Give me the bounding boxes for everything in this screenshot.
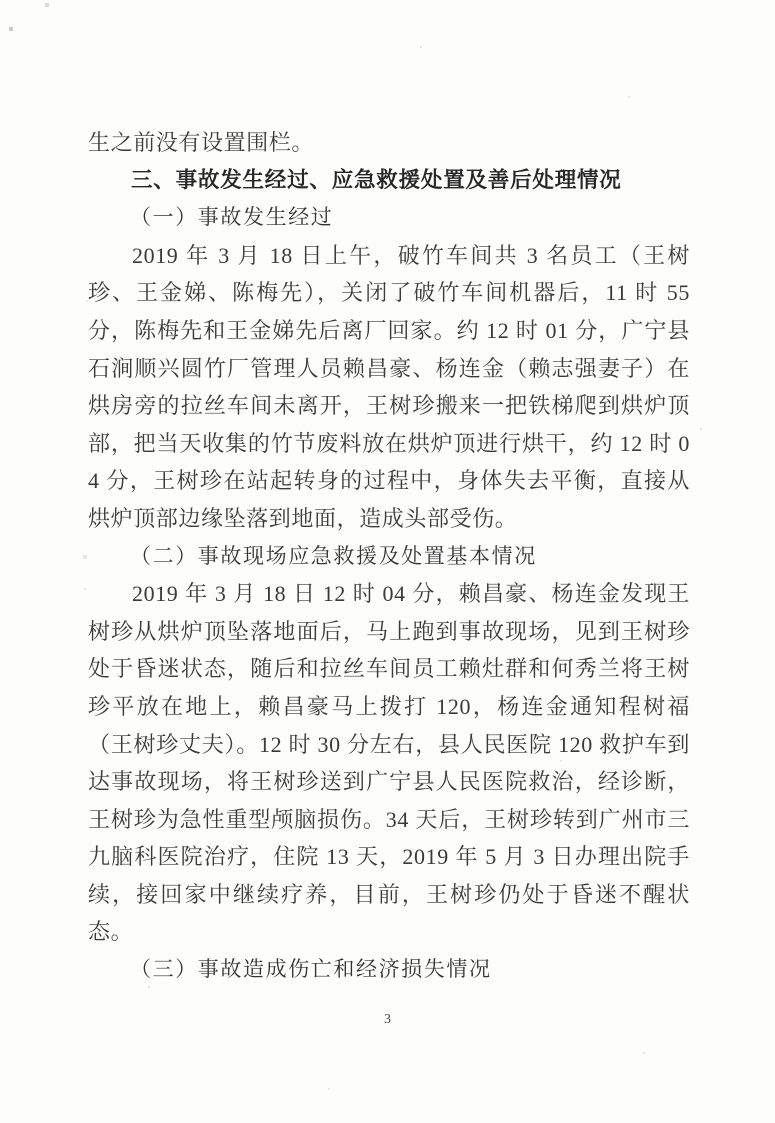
subsection-heading-3-3: （三）事故造成伤亡和经济损失情况 [130,957,492,982]
paragraph-accident-course: 2019 年 3 月 18 日上午，破竹车间共 3 名员工（王树珍、王金娣、陈梅先），关闭了破竹车间机器后，11 时 55 分，陈梅先和王金娣先后离厂回家。约 12 时 01 分，广宁县石涧顺兴圆竹厂管理人员赖昌豪、杨连金（赖志强妻子）在烘房旁的拉丝车间未离开，王树珍搬来一把铁梯爬到烘炉顶部，把当天收集的竹节废料放在烘炉顶进行烘干，约 12 时 04 分，王树珍在站起转身的过程中，身体失去平衡，直接从烘炉顶部边缘坠落到地面，造成头部受伤。 [88,242,690,531]
paragraph-emergency-response: 2019 年 3 月 18 日 12 时 04 分，赖昌豪、杨连金发现王树珍从烘炉顶坠落地面后，马上跑到事故现场，见到王树珍处于昏迷状态，随后和拉丝车间员工赖灶群和何秀兰将王树珍平放在地上，赖昌豪马上拨打 120，杨连金通知程树福（王树珍丈夫）。12 时 30 分左右，县人民医院 120 救护车到达事故现场，将王树珍送到广宁县人民医院救治，经诊断，王树珍为急性重型颅脑损伤。34 天后，王树珍转到广州市三九脑科医院治疗，住院 13 天，2019 年 5 月 3 日办理出院手续，接回家中继续疗养，目前，王树珍仍处于昏迷不醒状态。 [88,581,690,945]
scan-noise-speckles [0,0,2,2]
subsection-heading-3-2: （二）事故现场应急救援及处置基本情况 [130,543,537,568]
section-heading-3: 三、事故发生经过、应急救援处置及善后处理情况 [131,167,622,192]
page-number: 3 [384,1012,391,1027]
subsection-heading-3-1: （一）事故发生经过 [130,205,334,230]
document-body [88,124,690,989]
paragraph-continued-from-previous-page: 生之前没有设置围栏。 [88,130,315,155]
